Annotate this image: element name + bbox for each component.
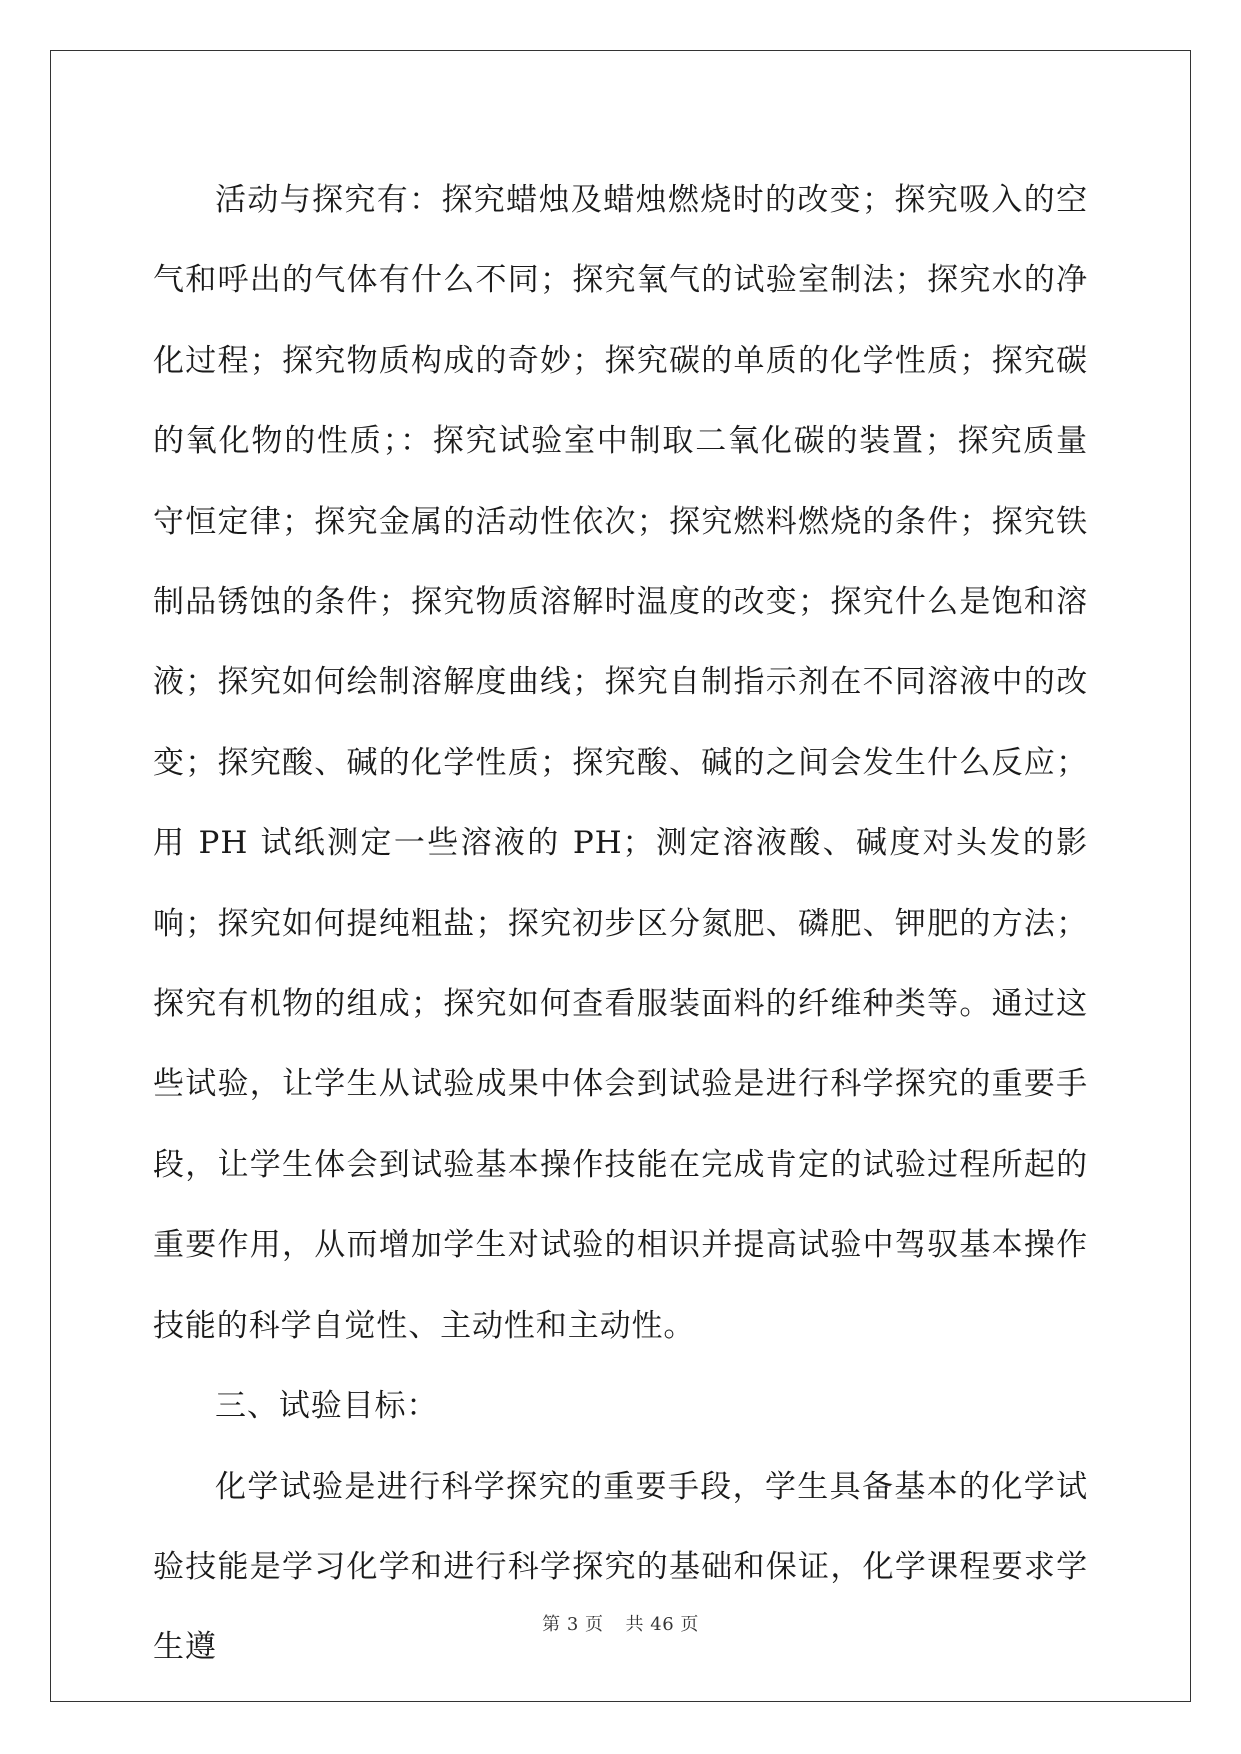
page-number: 第 3 页 [542, 1614, 604, 1635]
page-footer [0, 1610, 1241, 1636]
paragraph-activities: 活动与探究有：探究蜡烛及蜡烛燃烧时的改变；探究吸入的空气和呼出的气体有什么不同；探究氧气的试验室制法；探究水的净化过程；探究物质构成的奇妙；探究碳的单质的化学性质；探究碳的氧化物的性质；：探究试验室中制取二氧化碳的装置；探究质量守恒定律；探究金属的活动性依次；探究燃料燃烧的条件；探究铁制品锈蚀的条件；探究物质溶解时温度的改变；探究什么是饱和溶液；探究如何绘制溶解度曲线；探究自制指示剂在不同溶液中的改变；探究酸、碱的化学性质；探究酸、碱的之间会发生什么反应；用 PH 试纸测定一些溶液的 PH；测定溶液酸、碱度对头发的影响；探究如何提纯粗盐；探究初步区分氮肥、磷肥、钾肥的方法；探究有机物的组成；探究如何查看服装面料的纤维种类等。通过这些试验，让学生从试验成果中体会到试验是进行科学探究的重要手段，让学生体会到试验基本操作技能在完成肯定的试验过程所起的重要作用，从而增加学生对试验的相识并提高试验中驾驭基本操作技能的科学自觉性、主动性和主动性。 [153, 182, 1088, 1344]
document-body [153, 160, 1088, 1688]
page-total: 共 46 页 [625, 1614, 699, 1635]
section-heading: 三、试验目标： [215, 1388, 439, 1425]
paragraph-goals: 化学试验是进行科学探究的重要手段，学生具备基本的化学试验技能是学习化学和进行科学探究的基础和保证，化学课程要求学生遵 [153, 1468, 1088, 1666]
